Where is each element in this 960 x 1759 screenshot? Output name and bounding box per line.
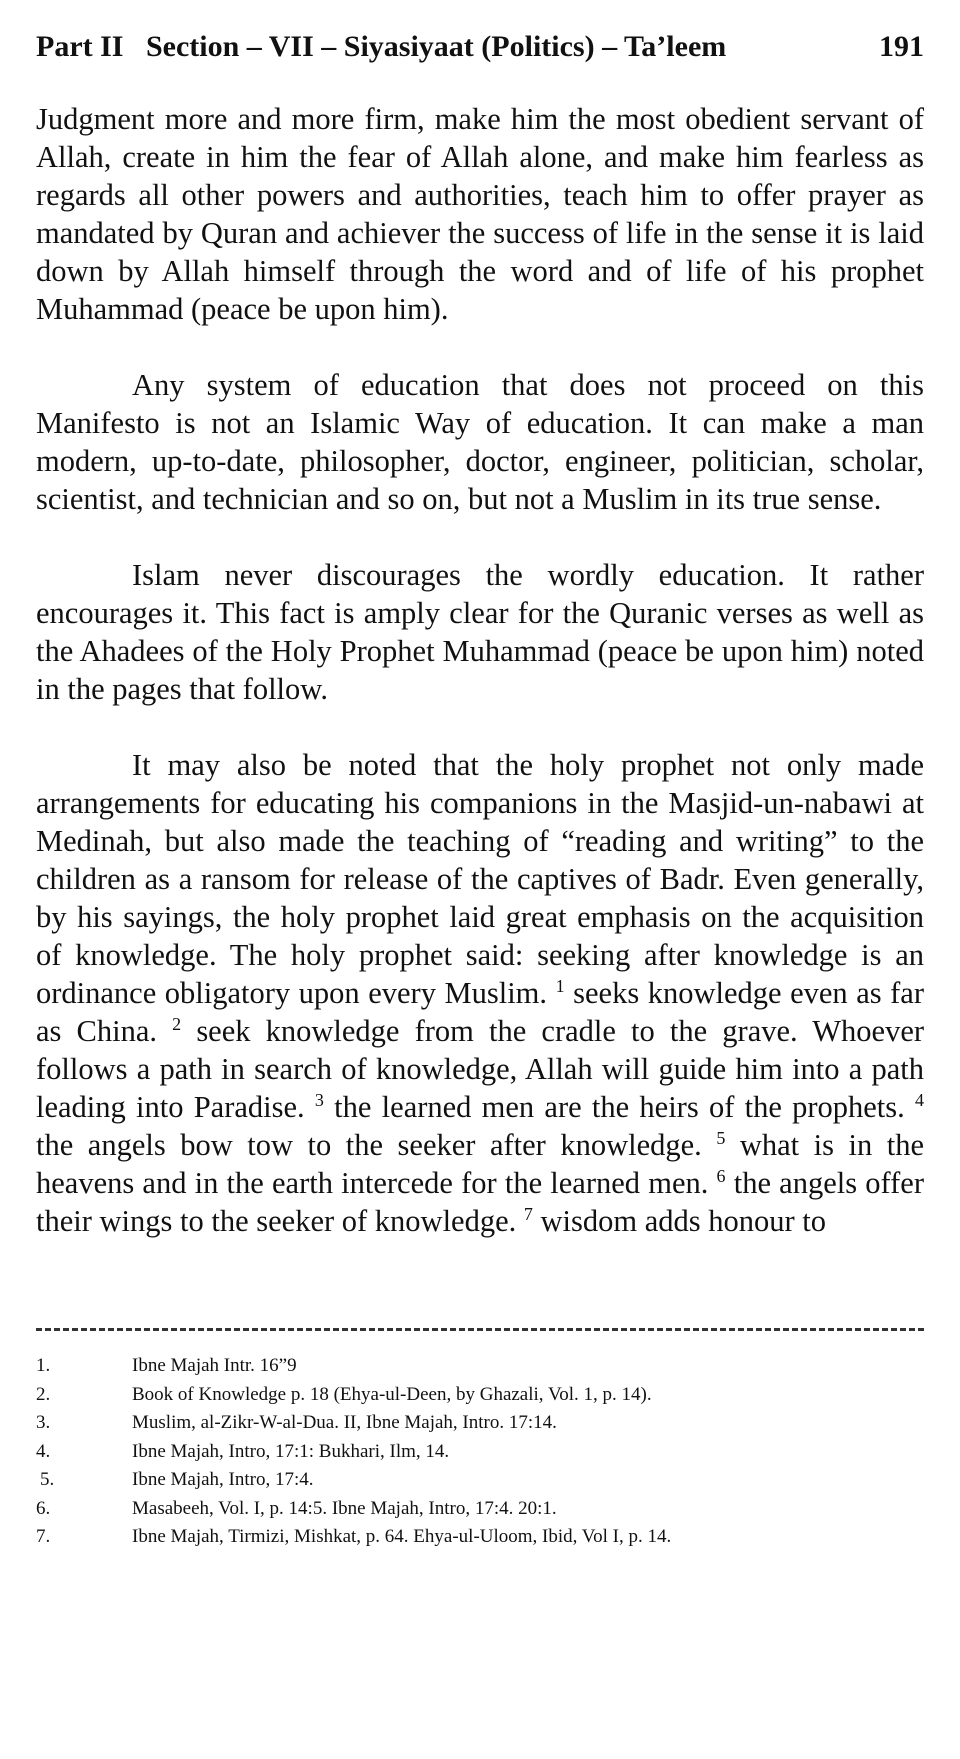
footnote-item xyxy=(36,1352,924,1381)
footnote-item xyxy=(36,1381,924,1410)
footnote-item xyxy=(36,1409,924,1438)
footnote-ref: 5 xyxy=(716,1127,726,1148)
page-number: 191 xyxy=(879,30,924,63)
paragraph-4-text: the angels offer their wings to the seeker of knowledge. xyxy=(36,1166,924,1238)
footnote-text: Ibne Majah, Intro, 17:4. xyxy=(132,1469,314,1490)
paragraph-1: Judgment more and more firm, make him the most obedient servant of Allah, create in him the fear of Allah alone, and make him fearless as regards all other powers and authorities, teach him to offer prayer as mandated by Quran and achiever the success of life in the sense it is laid down by Allah himself through the word and of life of his prophet Muhammad (peace be upon him). xyxy=(36,102,924,326)
footnote-number: 4. xyxy=(36,1440,51,1462)
page-header xyxy=(36,30,924,64)
footnote-divider xyxy=(36,1328,924,1331)
footnote-item xyxy=(36,1438,924,1467)
footnote-ref: 7 xyxy=(523,1203,533,1224)
footnote-ref: 4 xyxy=(915,1089,925,1110)
paragraph-4-text: seek knowledge from the cradle to the grave. Whoever follows a path in search of knowledge, Allah will guide him into a path leading into Paradise. xyxy=(36,1014,925,1124)
paragraph-2: Any system of education that does not proceed on this Manifesto is not an Islamic Way of education. It can make a man modern, up-to-date, philosopher, doctor, engineer, politician, scholar, scientist, and technician and so on, but not a Muslim in its true sense. xyxy=(36,368,924,516)
footnote-text: Muslim, al-Zikr-W-al-Dua. II, Ibne Majah, Intro. 17:14. xyxy=(132,1412,557,1433)
footnote-text: Book of Knowledge p. 18 (Ehya-ul-Deen, by Ghazali, Vol. 1, p. 14). xyxy=(132,1383,652,1405)
footnote-text: Ibne Majah Intr. 16”9 xyxy=(132,1355,297,1376)
paragraph-4-text: seeks knowledge even as far as China. xyxy=(36,976,924,1048)
paragraph-4-text: the angels bow tow to the seeker after knowledge. xyxy=(36,1128,702,1162)
footnote-text: Masabeeh, Vol. I, p. 14:5. Ibne Majah, Intro, 17:4. 20:1. xyxy=(132,1497,557,1519)
paragraph-4-text: wisdom adds honour to xyxy=(540,1204,827,1238)
footnote-number: 3. xyxy=(36,1412,51,1433)
footnote-ref: 3 xyxy=(314,1089,324,1110)
paragraph-4-text: It may also be noted that the holy prophet not only made arrangements for educating his companions in the Masjid-un-nabawi at Medinah, but also made the teaching of “reading and writing” to the children as a ransom for release of the captives of Badr. Even generally, by his sayings, the holy prophet laid great emphasis on the acquisition of knowledge. The holy prophet said: seeking after knowledge is an ordinance obligatory upon every Muslim. xyxy=(36,748,924,1010)
paragraph-3: Islam never discourages the wordly education. It rather encourages it. This fact is amply clear for the Quranic verses as well as the Ahadees of the Holy Prophet Muhammad (peace be upon him) noted in the pages that follow. xyxy=(36,558,924,706)
footnote-ref: 2 xyxy=(172,1013,182,1034)
paragraph-4-text: the learned men are the heirs of the prophets. xyxy=(334,1090,905,1124)
paragraph-4 xyxy=(36,746,924,1240)
footnotes xyxy=(36,1352,924,1552)
footnote-number: 2. xyxy=(36,1383,51,1405)
footnote-number: 1. xyxy=(36,1355,51,1376)
paragraph-4-text: what is in the heavens and in the earth intercede for the learned men. xyxy=(36,1128,925,1200)
body-text xyxy=(36,100,924,1240)
footnote-text: Ibne Majah, Intro, 17:1: Bukhari, Ilm, 14. xyxy=(132,1440,450,1462)
footnote-number: 5. xyxy=(40,1469,55,1490)
footnote-number: 7. xyxy=(36,1526,51,1547)
footnote-text: Ibne Majah, Tirmizi, Mishkat, p. 64. Ehya-ul-Uloom, Ibid, Vol I, p. 14. xyxy=(132,1526,672,1547)
footnote-ref: 1 xyxy=(555,975,565,996)
running-title: Part II Section – VII – Siyasiyaat (Politics) – Ta’leem xyxy=(36,30,727,63)
footnote-item xyxy=(36,1523,924,1552)
footnote-number: 6. xyxy=(36,1497,51,1519)
footnote-item xyxy=(36,1466,924,1495)
footnote-item xyxy=(36,1495,924,1524)
footnote-ref: 6 xyxy=(716,1165,726,1186)
